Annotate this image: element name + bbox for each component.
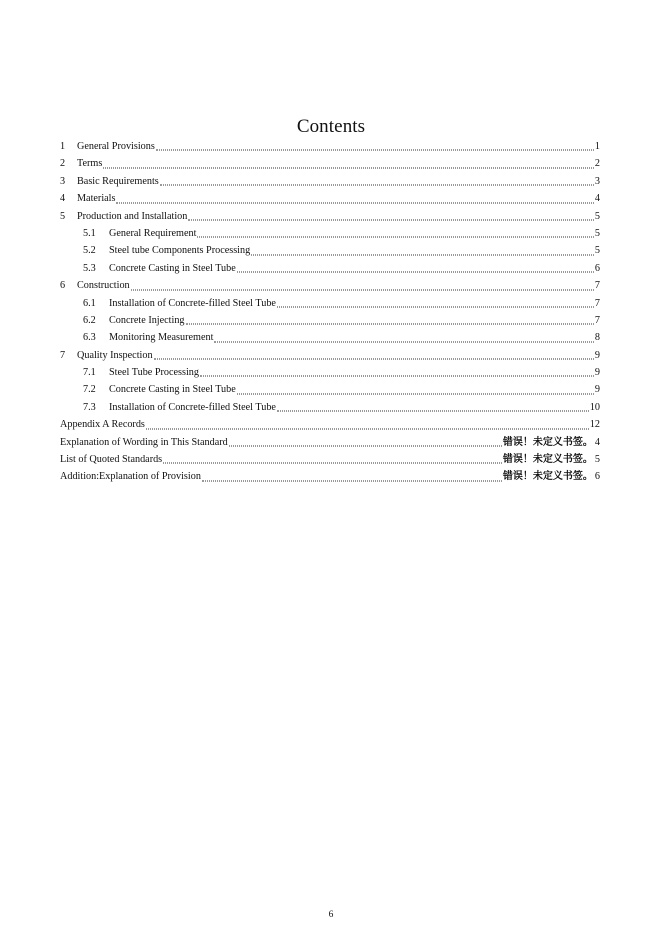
dot-leader bbox=[251, 253, 594, 255]
dot-leader bbox=[202, 479, 502, 481]
toc-entry-label: Appendix A Records bbox=[60, 419, 145, 431]
toc-entry-number: 5.1 bbox=[83, 227, 96, 239]
toc-entry-page-number: 9 bbox=[594, 384, 600, 396]
toc-entry-label: Monitoring Measurement bbox=[109, 332, 214, 344]
dot-leader bbox=[237, 271, 594, 273]
toc-entry-page-number: 9 bbox=[594, 349, 600, 361]
toc-entry[interactable] bbox=[60, 312, 600, 329]
toc-entry-page-number: 10 bbox=[589, 401, 600, 413]
toc-entry-number: 1 bbox=[60, 141, 66, 152]
table-of-contents bbox=[60, 138, 600, 486]
toc-entry-label: Construction bbox=[77, 280, 130, 292]
toc-entry-page-number: 7 bbox=[594, 280, 600, 292]
toc-entry[interactable] bbox=[60, 416, 600, 433]
toc-entry-number: 7.3 bbox=[83, 401, 96, 413]
dot-leader bbox=[229, 445, 502, 447]
toc-entry-number: 7.2 bbox=[83, 384, 96, 396]
toc-entry-number: 7 bbox=[60, 349, 66, 361]
toc-entry-label: Installation of Concrete-filled Steel Tube bbox=[109, 401, 276, 413]
toc-entry-page-number: 6 bbox=[594, 471, 600, 483]
dot-leader bbox=[186, 323, 594, 325]
toc-entry[interactable] bbox=[60, 225, 600, 242]
toc-entry-number: 5 bbox=[60, 210, 66, 222]
toc-entry[interactable] bbox=[60, 399, 600, 416]
toc-entry-page-number: 9 bbox=[594, 367, 600, 379]
dot-leader bbox=[214, 340, 594, 342]
toc-entry-label: Steel Tube Processing bbox=[109, 367, 199, 379]
toc-entry-number: 6.3 bbox=[83, 332, 96, 344]
toc-entry[interactable] bbox=[60, 434, 600, 451]
toc-entry-label: Terms bbox=[77, 158, 103, 170]
toc-entry-number: 7.1 bbox=[83, 367, 96, 379]
dot-leader bbox=[156, 149, 594, 151]
toc-entry-label: Quality Inspection bbox=[77, 349, 153, 361]
toc-entry-label: Installation of Concrete-filled Steel Tube bbox=[109, 297, 276, 309]
toc-entry-number: 2 bbox=[60, 158, 66, 170]
toc-entry[interactable] bbox=[60, 468, 600, 485]
toc-entry-number: 5.2 bbox=[83, 245, 96, 257]
toc-entry-label: Concrete Injecting bbox=[109, 314, 185, 326]
toc-entry[interactable] bbox=[60, 347, 600, 364]
toc-entry-number: 6 bbox=[60, 280, 66, 292]
toc-entry-label: General Provisions bbox=[77, 141, 155, 152]
toc-entry-number: 6.2 bbox=[83, 314, 96, 326]
toc-entry[interactable] bbox=[60, 208, 600, 225]
toc-entry[interactable] bbox=[60, 295, 600, 312]
toc-entry-page-number: 2 bbox=[594, 158, 600, 170]
toc-entry-label: Concrete Casting in Steel Tube bbox=[109, 384, 236, 396]
toc-entry-label: Steel tube Components Processing bbox=[109, 245, 251, 257]
toc-entry-label: General Requirement bbox=[109, 227, 197, 239]
bookmark-error-text: 错误！未定义书签。 bbox=[502, 436, 593, 448]
toc-entry-label: Addition:Explanation of Provision bbox=[60, 471, 201, 483]
toc-entry-page-number: 4 bbox=[594, 436, 600, 448]
toc-entry-label: Basic Requirements bbox=[77, 175, 159, 187]
toc-entry-number: 4 bbox=[60, 193, 66, 205]
toc-entry-page-number: 3 bbox=[594, 175, 600, 187]
dot-leader bbox=[131, 288, 594, 290]
page-number-footer: 6 bbox=[328, 910, 334, 920]
bookmark-error-text: 错误！未定义书签。 bbox=[502, 471, 593, 483]
toc-entry-page-number: 4 bbox=[594, 193, 600, 205]
dot-leader bbox=[200, 375, 594, 377]
dot-leader bbox=[160, 184, 594, 186]
toc-entry-number: 3 bbox=[60, 175, 66, 187]
dot-leader bbox=[116, 201, 593, 203]
toc-entry[interactable] bbox=[60, 381, 600, 398]
dot-leader bbox=[277, 410, 589, 412]
toc-entry[interactable] bbox=[60, 451, 600, 468]
toc-entry-page-number: 5 bbox=[594, 227, 600, 239]
toc-entry-page-number: 5 bbox=[594, 210, 600, 222]
toc-entry[interactable] bbox=[60, 173, 600, 190]
page-title: Contents bbox=[296, 116, 366, 137]
toc-entry-label: Materials bbox=[77, 193, 116, 205]
toc-entry[interactable] bbox=[60, 277, 600, 294]
toc-entry[interactable] bbox=[60, 155, 600, 172]
toc-entry-number: 6.1 bbox=[83, 297, 96, 309]
toc-entry-page-number: 12 bbox=[589, 419, 600, 431]
dot-leader bbox=[146, 427, 589, 429]
dot-leader bbox=[163, 462, 502, 464]
dot-leader bbox=[188, 218, 594, 220]
toc-entry-number: 5.3 bbox=[83, 262, 96, 274]
toc-entry-label: Explanation of Wording in This Standard bbox=[60, 436, 228, 448]
toc-entry-page-number: 7 bbox=[594, 297, 600, 309]
toc-entry-label: Concrete Casting in Steel Tube bbox=[109, 262, 236, 274]
toc-entry[interactable] bbox=[60, 138, 600, 155]
toc-entry-page-number: 5 bbox=[594, 245, 600, 257]
toc-entry-label: List of Quoted Standards bbox=[60, 454, 163, 466]
dot-leader bbox=[237, 392, 594, 394]
dot-leader bbox=[103, 166, 594, 168]
toc-entry-page-number: 1 bbox=[594, 141, 600, 152]
toc-entry-page-number: 5 bbox=[594, 454, 600, 466]
toc-entry-label: Production and Installation bbox=[77, 210, 188, 222]
toc-entry[interactable] bbox=[60, 364, 600, 381]
toc-entry[interactable] bbox=[60, 242, 600, 259]
toc-entry-page-number: 8 bbox=[594, 332, 600, 344]
toc-entry-page-number: 7 bbox=[594, 314, 600, 326]
dot-leader bbox=[197, 236, 594, 238]
dot-leader bbox=[277, 305, 594, 307]
toc-entry[interactable] bbox=[60, 329, 600, 346]
dot-leader bbox=[154, 358, 594, 360]
toc-entry[interactable] bbox=[60, 260, 600, 277]
toc-entry[interactable] bbox=[60, 190, 600, 207]
bookmark-error-text: 错误！未定义书签。 bbox=[502, 454, 593, 466]
toc-entry-page-number: 6 bbox=[594, 262, 600, 274]
